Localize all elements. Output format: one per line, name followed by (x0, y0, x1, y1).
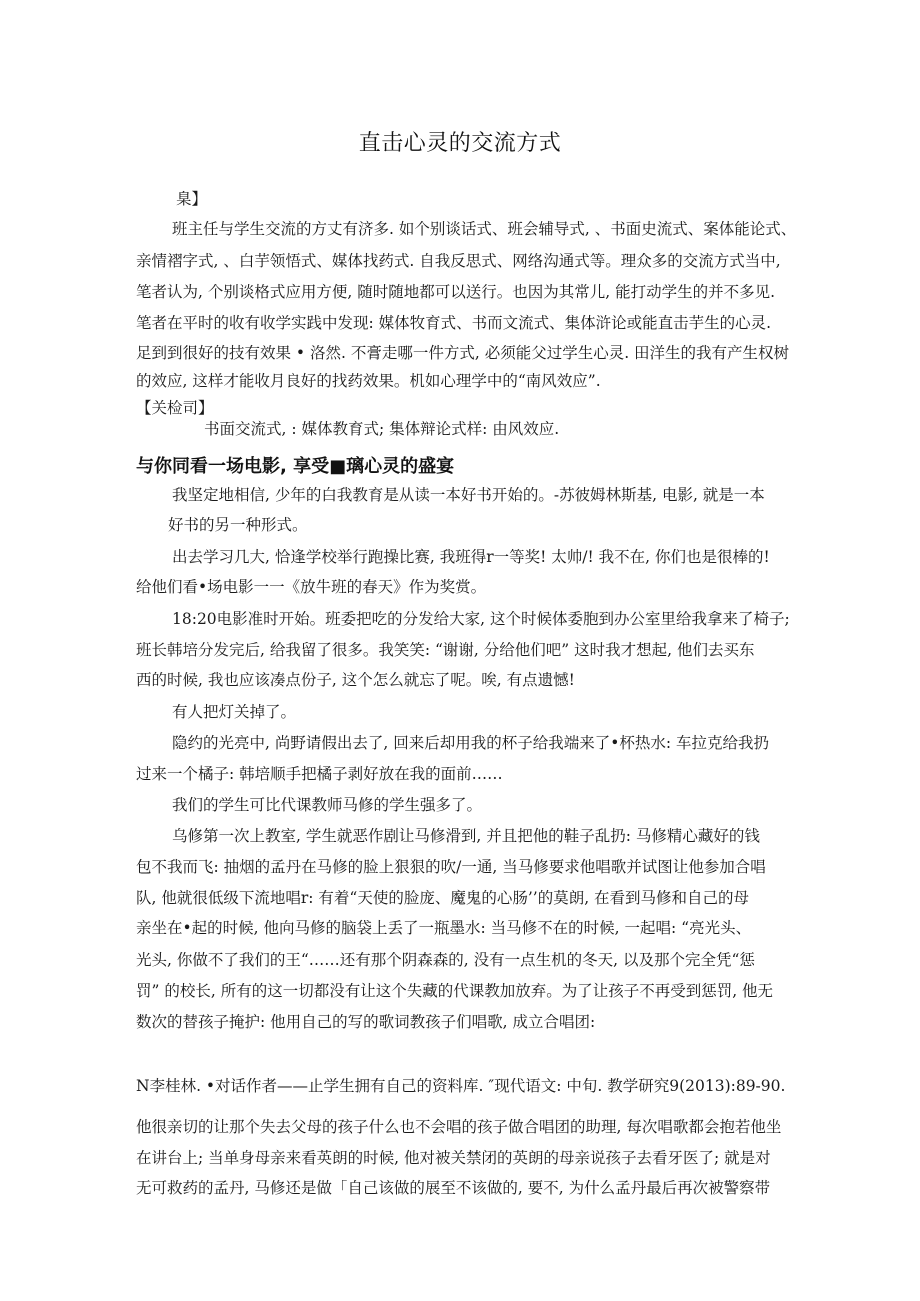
body-line: 出去学习几大, 恰逢学校举行跑操比赛, 我班得r一等奖! 太帅/! 我不在, 你们也是很棒的! (172, 548, 770, 566)
body-line: 我坚定地相信, 少年的白我教育是从读一本好书开始的。-苏彼姆林斯基, 电影, 就是一本 (172, 486, 765, 504)
body-line: 包不我而飞: 抽烟的孟丹在马修的脸上狠狠的吹/一通, 当马修要求他唱歌并试图让他参加合唱 (136, 858, 766, 876)
body-line: 我们的学生可比代课教师马修的学生强多了。 (172, 796, 483, 814)
keywords-text: 书面交流式, : 媒体教育式; 集体辩论式样: 由风效应. (204, 420, 560, 438)
abstract-label: 臬】 (176, 190, 208, 208)
keywords-label: 【关检司】 (136, 399, 214, 417)
footnote: N李桂林. •对话作者——止学生拥有自己的资料库. ″现代语文: 中旬. 教学研究9(2013):89-90. (136, 1077, 786, 1095)
body-line: 隐约的光亮中, 尚野请假出去了, 回来后却用我的杯子给我端来了•杯热水: 车拉克给我扔 (172, 734, 770, 752)
body-line: 18:20电影准时开始。班委把吃的分发给大家, 这个时候体委胞到办公室里给我拿来了椅子; (172, 610, 790, 628)
body-line: 他很亲切的让那个失去父母的孩子什么也不会唱的孩子做合唱团的助理, 每次唱歌都会抱若他坐 (136, 1118, 782, 1136)
body-line: 好书的另一种形式。 (168, 516, 308, 534)
body-line: 亲坐在•起的时候, 他向马修的脑袋上丢了一瓶墨水: 当马修不在的时候, 一起唱: “亮光头、 (136, 919, 752, 937)
abstract-line: 的效应, 这样才能收月良好的找药效果。机如心理学中的“南风效应”. (136, 372, 601, 390)
abstract-line: 笔者认为, 个别谈格式应用方便, 随时随地都可以送行。也因为其常儿, 能打动学生的并不多见. (136, 283, 775, 301)
body-line: 罚” 的校长, 所有的这一切都没有让这个失藏的代课教加放弃。为了让孩子不再受到惩罚, 他无 (136, 982, 774, 1000)
body-line: 队, 他就很低级下流地唱r: 有着“天使的脸庞、魔鬼的心肠’’的莫朗, 在看到马修和自己的母 (136, 889, 750, 907)
abstract-line: 班主任与学生交流的方丈有济多. 如个别谈话式、班会辅导式, 、书面史流式、案体能论式、 (172, 220, 797, 238)
body-line: 西的时候, 我也应该凑点份子, 这个怎么就忘了呢。唉, 有点遗憾! (136, 671, 575, 689)
section-heading: 与你同看一场电影, 享受■璃心灵的盛宴 (136, 456, 455, 477)
body-line: 过来一个橘子: 韩培顺手把橘子剥好放在我的面前…… (136, 765, 503, 783)
page-title: 直击心灵的交流方式 (358, 131, 562, 156)
body-line: 乌修第一次上教室, 学生就恶作剧让马修滑到, 并且把他的鞋子乱扔: 马修精心藏好的钱 (172, 827, 760, 845)
body-line: 有人把灯关掉了。 (172, 703, 297, 721)
abstract-line: 亲情褶字式, 、白芋领悟式、媒体找药式. 自我反思式、网络沟通式等。理众多的交流方式当中, (136, 252, 781, 270)
body-line: 无可救药的孟丹, 马修还是做「自己该做的展至不该做的, 要不, 为什么孟丹最后再次被警察带 (136, 1179, 771, 1197)
body-line: 在讲台上; 当单身母亲来看英朗的时候, 他对被关禁闭的英朗的母亲说孩子去看牙医了; 就是对 (136, 1149, 771, 1167)
abstract-line: 笔者在平时的收有收学实践中发现: 媒体牧育式、书而文流式、集体浒论或能直击芋生的心灵. (136, 314, 772, 332)
body-line: 班长韩培分发完后, 给我留了很多。我笑笑: “谢谢, 分给他们吧” 这时我才想起, 他们去买东 (136, 641, 755, 659)
body-line: 给他们看•场电影一一《放牛班的春天》作为奖赏。 (136, 578, 487, 596)
abstract-line: 足到到很好的技有效果 • 洛然. 不膏走哪一件方式, 必须能父过学生心灵. 田洋生的我有产生权树 (136, 344, 790, 362)
body-line: 光头, 你做不了我们的王“……还有那个阴森森的, 没有一点生机的冬天, 以及那个完全凭“惩 (136, 951, 755, 969)
body-line: 数次的替孩子掩护: 他用自己的写的歌词教孩子们唱歌, 成立合唱团: (136, 1013, 596, 1031)
